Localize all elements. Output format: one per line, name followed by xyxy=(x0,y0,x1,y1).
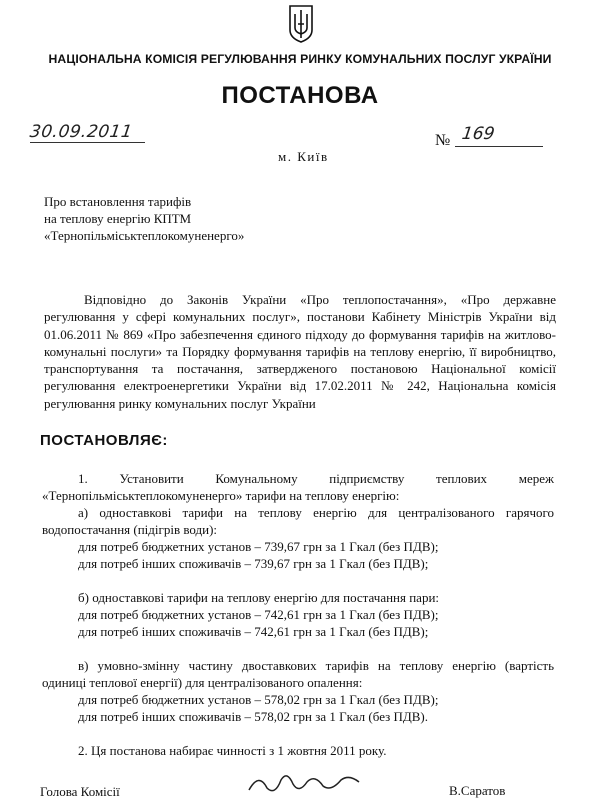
subject-line: Про встановлення тарифів xyxy=(44,194,192,209)
item-1c-others: для потреб інших споживачів – 578,02 грн за 1 Гкал (без ПДВ). xyxy=(78,709,429,724)
city: м. Київ xyxy=(278,149,329,164)
item-1-intro: 1. Установити Комунальному підприємству теплових мереж «Тернопільміськтеплокомуненерго» тарифи на теплову енергію: xyxy=(42,471,554,503)
commission-name: НАЦІОНАЛЬНА КОМІСІЯ РЕГУЛЮВАННЯ РИНКУ КОМУНАЛЬНИХ ПОСЛУГ УКРАЇНИ xyxy=(48,52,552,66)
item-1b-others: для потреб інших споживачів – 742,61 грн за 1 Гкал (без ПДВ); xyxy=(78,624,429,639)
item-1c-budget: для потреб бюджетних установ – 578,02 грн за 1 Гкал (без ПДВ); xyxy=(78,692,439,707)
handwritten-signature xyxy=(245,770,365,796)
item-1a-budget: для потреб бюджетних установ – 739,67 грн за 1 Гкал (без ПДВ); xyxy=(78,539,439,554)
item-2: 2. Ця постанова набирає чинності з 1 жовтня 2011 року. xyxy=(78,743,387,758)
subject-block xyxy=(44,193,244,244)
date-underline xyxy=(30,142,145,143)
resolve-heading: ПОСТАНОВЛЯЄ: xyxy=(40,432,168,449)
signatory-name: В.Саратов xyxy=(449,783,506,798)
number-underline xyxy=(455,146,543,147)
signature-title: Голова Комісії xyxy=(40,784,120,799)
item-1a-heading: а) одноставкові тарифи на теплову енергію для централізованого гарячого водопостачання (підігрів води): xyxy=(42,505,554,537)
subject-line: «Тернопільміськтеплокомуненерго» xyxy=(44,228,245,243)
preamble: Відповідно до Законів України «Про теплопостачання», «Про державне регулювання у сфері комунальних послуг», постанови Кабінету Міністрів України від 01.06.2011 № 869 «Про забезпечення єдиного підходу до формування тарифів на житлово-комунальні послуги» та Порядку формування тарифів на теплову енергію, її виробництво, транспортування та постачання, затвердженого постановою Національної комісії регулювання електроенергетики України від 17.02.2011 № 242, Національна комісія регулювання ринку комунальних послуг України xyxy=(44,292,556,411)
document-date: 30.09.2011 xyxy=(28,122,134,142)
document-number: 169 xyxy=(460,124,496,144)
item-1c-heading: в) умовно-змінну частину двоставкових тарифів на теплову енергію (вартість одиниці теплової енергії) для централізованого опалення: xyxy=(42,658,554,690)
item-1b-heading: б) одноставкові тарифи на теплову енергію для постачання пари: xyxy=(78,590,440,605)
document-title: ПОСТАНОВА xyxy=(221,82,379,109)
subject-line: на теплову енергію КПТМ xyxy=(44,211,192,226)
item-1b-budget: для потреб бюджетних установ – 742,61 грн за 1 Гкал (без ПДВ); xyxy=(78,607,439,622)
item-1 xyxy=(42,470,554,759)
number-label: № xyxy=(435,132,451,149)
item-1a-others: для потреб інших споживачів – 739,67 грн за 1 Гкал (без ПДВ); xyxy=(78,556,429,571)
trident-emblem-icon xyxy=(287,4,315,44)
